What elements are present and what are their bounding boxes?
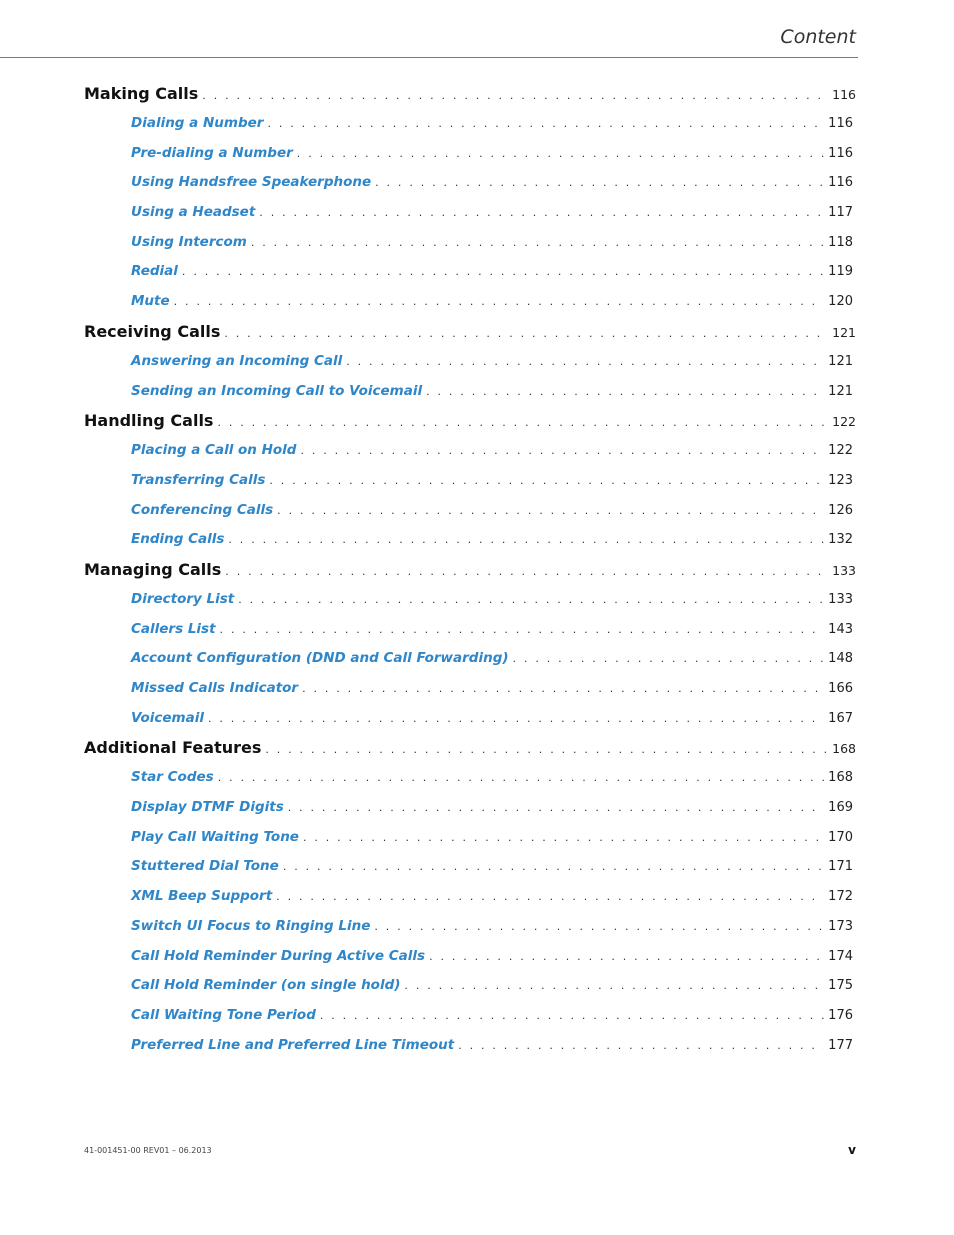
toc-subsection-entry[interactable] (84, 971, 856, 1001)
toc-page-number: 176 (828, 1007, 853, 1023)
toc-page-number: 169 (828, 800, 853, 816)
toc-subsection-link[interactable]: Placing a Call on Hold (131, 442, 297, 459)
toc-page-number: 166 (828, 681, 853, 696)
toc-subsection-entry[interactable] (84, 823, 856, 853)
toc-section-entry[interactable] (84, 555, 856, 585)
toc-subsection-entry[interactable] (84, 139, 856, 169)
toc-section-entry[interactable] (84, 317, 856, 347)
dot-leader (259, 198, 824, 228)
toc-subsection-link[interactable]: Sending an Incoming Call to Voicemail (131, 382, 423, 399)
toc-page-number: 123 (828, 472, 853, 488)
dot-leader (320, 1001, 824, 1031)
toc-page-number: 143 (828, 621, 853, 637)
dot-leader (174, 287, 825, 317)
toc-subsection-entry[interactable] (84, 942, 856, 972)
toc-subsection-link[interactable]: Directory List (131, 590, 235, 607)
footer-doc-id: 41-001451-00 REV01 – 06.2013 (84, 1146, 212, 1155)
toc-page-number: 122 (828, 443, 853, 459)
toc-section-entry[interactable] (84, 733, 856, 763)
toc-page-number: 174 (828, 948, 853, 964)
toc-page-number: 117 (828, 205, 853, 221)
toc-section-title[interactable]: Additional Features (84, 738, 262, 758)
dot-leader (251, 228, 824, 258)
toc-subsection-entry[interactable] (84, 615, 856, 645)
dot-leader (302, 674, 824, 704)
toc-subsection-entry[interactable] (84, 585, 856, 615)
toc-page-number: 132 (828, 532, 853, 548)
toc-section-entry[interactable] (84, 79, 856, 109)
toc-subsection-link[interactable]: Missed Calls Indicator (131, 680, 299, 696)
toc-subsection-link[interactable]: Call Waiting Tone Period (131, 1006, 316, 1023)
dot-leader (228, 525, 824, 555)
toc-page-number: 148 (828, 651, 853, 667)
toc-section-entry[interactable] (84, 406, 856, 436)
dot-leader (238, 585, 824, 615)
page-header-title: Content (780, 26, 856, 48)
toc-page-number: 121 (828, 383, 853, 399)
toc-page-number: 171 (828, 859, 853, 875)
toc-subsection-link[interactable]: Stuttered Dial Tone (131, 858, 279, 875)
toc-subsection-link[interactable]: Using Intercom (131, 233, 247, 250)
toc-subsection-entry[interactable] (84, 377, 856, 407)
toc-subsection-entry[interactable] (84, 912, 856, 942)
toc-subsection-entry[interactable] (84, 109, 856, 139)
toc-page-number: 116 (828, 145, 853, 161)
dot-leader (276, 882, 824, 912)
dot-leader (297, 139, 824, 169)
toc-subsection-entry[interactable] (84, 852, 856, 882)
toc-page-number: 172 (828, 889, 853, 905)
toc-subsection-link[interactable]: Call Hold Reminder During Active Calls (131, 947, 426, 964)
toc-page-number: 175 (828, 978, 853, 994)
toc-subsection-link[interactable]: Redial (131, 263, 178, 280)
toc-subsection-entry[interactable] (84, 198, 856, 228)
toc-subsection-link[interactable]: Conferencing Calls (131, 501, 274, 518)
toc-subsection-link[interactable]: Ending Calls (131, 531, 225, 548)
toc-subsection-entry[interactable] (84, 674, 856, 704)
toc-page-number: 126 (828, 502, 853, 518)
toc-subsection-link[interactable]: XML Beep Support (131, 888, 273, 905)
toc-subsection-entry[interactable] (84, 793, 856, 823)
toc-page-number: 116 (828, 116, 853, 131)
dot-leader (346, 347, 824, 377)
toc-subsection-link[interactable]: Using a Headset (131, 204, 256, 221)
toc-subsection-entry[interactable] (84, 466, 856, 496)
toc-subsection-link[interactable]: Preferred Line and Preferred Line Timeout (131, 1036, 455, 1053)
toc-page-number: 116 (828, 175, 853, 191)
dot-leader (277, 496, 824, 526)
toc-subsection-link[interactable]: Call Hold Reminder (on single hold) (131, 977, 401, 994)
toc-page-number: 120 (828, 294, 853, 310)
toc-subsection-link[interactable]: Switch UI Focus to Ringing Line (131, 917, 371, 934)
toc-subsection-entry[interactable] (84, 525, 856, 555)
dot-leader (374, 912, 824, 942)
dot-leader (303, 823, 824, 853)
toc-subsection-link[interactable]: Pre-dialing a Number (131, 144, 293, 161)
toc-subsection-entry[interactable] (84, 496, 856, 526)
toc-subsection-link[interactable]: Dialing a Number (131, 115, 264, 131)
toc-subsection-link[interactable]: Transferring Calls (131, 471, 266, 488)
toc-subsection-entry[interactable] (84, 287, 856, 317)
toc-subsection-link[interactable]: Star Codes (131, 769, 214, 786)
dot-leader (269, 466, 824, 496)
toc-page-number: 170 (828, 829, 853, 845)
toc-section-title[interactable]: Handling Calls (84, 411, 214, 431)
dot-leader (288, 793, 824, 823)
dot-leader (426, 377, 824, 407)
toc-subsection-link[interactable]: Play Call Waiting Tone (131, 828, 299, 845)
table-of-contents (84, 79, 856, 1060)
toc-subsection-link[interactable]: Answering an Incoming Call (131, 352, 343, 369)
dot-leader (375, 168, 824, 198)
dot-leader (265, 735, 828, 763)
toc-subsection-entry[interactable] (84, 882, 856, 912)
toc-page-number: 167 (828, 710, 853, 726)
header-divider (0, 57, 858, 58)
dot-leader (220, 615, 825, 645)
dot-leader (404, 971, 824, 1001)
toc-subsection-entry[interactable] (84, 168, 856, 198)
toc-subsection-link[interactable]: Display DTMF Digits (131, 799, 284, 816)
toc-subsection-entry[interactable] (84, 1031, 856, 1061)
dot-leader (513, 644, 825, 674)
toc-page-number: 121 (832, 324, 856, 340)
toc-subsection-entry[interactable] (84, 1001, 856, 1031)
dot-leader (225, 557, 828, 585)
toc-subsection-link[interactable]: Mute (131, 293, 170, 310)
dot-leader (267, 109, 824, 139)
toc-page-number: 121 (828, 353, 853, 369)
dot-leader (182, 257, 824, 287)
toc-page-number: 168 (832, 741, 856, 757)
toc-page-number: 168 (828, 770, 853, 786)
toc-page-number: 177 (828, 1037, 853, 1053)
toc-page-number: 119 (828, 264, 853, 280)
dot-leader (429, 942, 824, 972)
dot-leader (300, 436, 824, 466)
toc-subsection-link[interactable]: Account Configuration (DND and Call Forwarding) (131, 650, 509, 667)
footer-page-number: v (848, 1143, 856, 1157)
toc-subsection-entry[interactable] (84, 763, 856, 793)
dot-leader (218, 763, 824, 793)
toc-page-number: 116 (832, 87, 856, 102)
toc-subsection-link[interactable]: Using Handsfree Speakerphone (131, 174, 372, 191)
toc-subsection-entry[interactable] (84, 644, 856, 674)
toc-page-number: 118 (828, 234, 853, 250)
dot-leader (202, 81, 828, 109)
toc-subsection-entry[interactable] (84, 436, 856, 466)
toc-page-number: 122 (832, 414, 856, 430)
dot-leader (208, 704, 824, 734)
toc-page-number: 133 (832, 562, 856, 578)
dot-leader (283, 852, 824, 882)
dot-leader (458, 1031, 824, 1061)
toc-section-title[interactable]: Receiving Calls (84, 321, 221, 341)
toc-subsection-link[interactable]: Voicemail (131, 709, 204, 726)
toc-page-number: 173 (828, 918, 853, 934)
toc-section-title[interactable]: Making Calls (84, 84, 199, 103)
toc-subsection-entry[interactable] (84, 228, 856, 258)
dot-leader (224, 319, 828, 347)
toc-subsection-entry[interactable] (84, 704, 856, 734)
toc-subsection-entry[interactable] (84, 257, 856, 287)
toc-subsection-entry[interactable] (84, 347, 856, 377)
toc-subsection-link[interactable]: Callers List (131, 620, 216, 637)
toc-page-number: 133 (828, 591, 853, 607)
toc-section-title[interactable]: Managing Calls (84, 559, 222, 579)
dot-leader (217, 408, 828, 436)
